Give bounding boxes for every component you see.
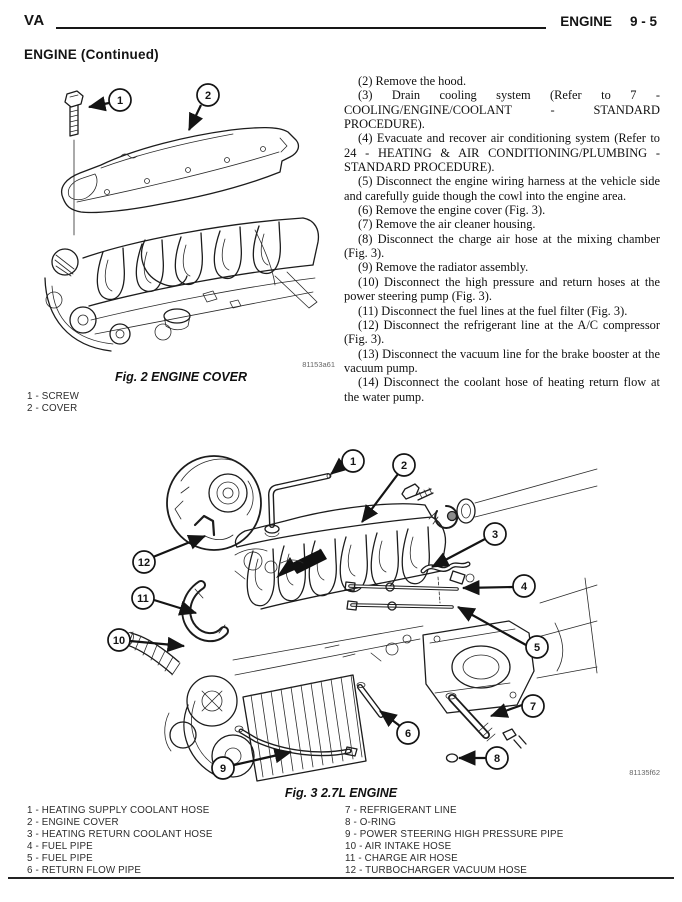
fastener-hardware-art bbox=[402, 469, 597, 528]
air-intake-hose-art bbox=[123, 631, 180, 675]
fig3-legend-right bbox=[345, 805, 675, 876]
procedure-step: (4) Evacuate and recover air conditioning system (Refer to 24 - HEATING & AIR CONDITIONING/PLUMBING - STANDARD PROCEDURE). bbox=[344, 131, 660, 175]
callout-9 bbox=[212, 757, 234, 779]
callout-8 bbox=[486, 747, 508, 769]
callout-1-arrow bbox=[89, 103, 109, 107]
callout-1-arrow bbox=[331, 465, 342, 474]
procedure-step: (9) Remove the radiator assembly. bbox=[358, 260, 529, 275]
procedure-step: (12) Disconnect the refrigerant line at the A/C compressor (Fig. 3). bbox=[344, 317, 660, 347]
fig3-legend-item: 5 - FUEL PIPE bbox=[27, 852, 93, 864]
callout-6-arrow bbox=[380, 711, 400, 726]
svg-text:8: 8 bbox=[493, 752, 501, 765]
fig3-legend-item: 11 - CHARGE AIR HOSE bbox=[345, 852, 458, 864]
procedure-step: (6) Remove the engine cover (Fig. 3). bbox=[358, 203, 546, 218]
svg-text:10: 10 bbox=[112, 634, 126, 647]
callout-2-arrow bbox=[189, 105, 201, 130]
fig2-caption: Fig. 2 ENGINE COVER bbox=[115, 370, 247, 384]
procedure-step: (10) Disconnect the high pressure and return hoses at the power steering pump (Fig. 3). bbox=[344, 274, 660, 304]
procedure-step: (8) Disconnect the charge air hose at the mixing chamber (Fig. 3). bbox=[344, 231, 660, 261]
svg-text:3: 3 bbox=[491, 528, 499, 541]
svg-text:7: 7 bbox=[529, 700, 537, 713]
svg-text:6: 6 bbox=[404, 727, 412, 740]
fig2-legend-item: 2 - COVER bbox=[27, 402, 78, 414]
procedure-step: (2) Remove the hood. bbox=[358, 74, 467, 88]
coolant-hose-art bbox=[265, 474, 331, 537]
figure-2-illustration bbox=[25, 80, 337, 365]
fig3-legend-item: 8 - O-RING bbox=[345, 816, 397, 828]
fig3-legend-item: 6 - RETURN FLOW PIPE bbox=[27, 864, 142, 876]
header-rule bbox=[56, 27, 546, 29]
fig2-legend-item: 1 - SCREW bbox=[27, 391, 79, 402]
figure-3-illustration bbox=[85, 443, 600, 783]
callout-12 bbox=[133, 551, 155, 573]
callout-2 bbox=[393, 454, 415, 476]
callout-5-arrow bbox=[458, 607, 526, 645]
fig3-legend-item: 1 - HEATING SUPPLY COOLANT HOSE bbox=[27, 805, 210, 816]
fig3-legend-item: 7 - REFRIGERANT LINE bbox=[345, 805, 457, 816]
callout-2 bbox=[197, 84, 219, 106]
engine-block-art bbox=[45, 218, 318, 351]
svg-text:4: 4 bbox=[520, 580, 528, 593]
screw-art bbox=[65, 91, 83, 235]
procedure-step: (3) Drain cooling system (Refer to 7 - COOLING/ENGINE/COOLANT - STANDARD PROCEDURE). bbox=[344, 88, 660, 132]
svg-text:9: 9 bbox=[219, 762, 227, 775]
o-ring-art bbox=[447, 754, 458, 762]
procedure-step: (11) Disconnect the fuel lines at the fuel filter (Fig. 3). bbox=[358, 303, 628, 318]
fig3-legend-item: 10 - AIR INTAKE HOSE bbox=[345, 840, 452, 852]
callout-11 bbox=[132, 587, 154, 609]
procedure-step: (14) Disconnect the coolant hose of heating return flow at the water pump. bbox=[344, 375, 660, 404]
fig3-caption: Fig. 3 2.7L ENGINE bbox=[284, 786, 398, 800]
fig3-legend-item: 2 - ENGINE COVER bbox=[27, 816, 119, 828]
callout-4-arrow bbox=[463, 587, 513, 588]
fig3-legend-item: 3 - HEATING RETURN COOLANT HOSE bbox=[27, 828, 213, 840]
fig3-legend-item: 12 - TURBOCHARGER VACUUM HOSE bbox=[345, 864, 527, 876]
header-section-label: ENGINE bbox=[560, 14, 612, 29]
callout-10 bbox=[108, 629, 130, 651]
callout-3 bbox=[484, 523, 506, 545]
callout-5 bbox=[526, 636, 548, 658]
callout-1 bbox=[109, 89, 131, 111]
svg-text:2: 2 bbox=[400, 459, 408, 472]
procedure-steps bbox=[344, 74, 660, 404]
direction-arrow bbox=[276, 549, 327, 578]
fuel-pipes-art bbox=[345, 582, 457, 610]
callout-6 bbox=[397, 722, 419, 744]
header-model-code: VA bbox=[24, 12, 45, 29]
callout-2-arrow bbox=[362, 474, 398, 522]
fig3-legend-left bbox=[27, 805, 337, 876]
engine-cover-art bbox=[62, 128, 299, 213]
fig3-legend-item: 9 - POWER STEERING HIGH PRESSURE PIPE bbox=[345, 828, 564, 840]
svg-text:11: 11 bbox=[137, 592, 149, 605]
procedure-step: (5) Disconnect the engine wiring harness at the vehicle side and carefully guide though the cowl into the engine area. bbox=[344, 174, 660, 203]
bottom-rule bbox=[8, 877, 674, 879]
procedure-step: (13) Disconnect the vacuum line for the brake booster at the vacuum pump. bbox=[344, 346, 660, 375]
return-hose-art bbox=[423, 564, 474, 603]
procedure-step: (7) Remove the air cleaner housing. bbox=[358, 217, 536, 232]
intake-manifold-art bbox=[235, 504, 445, 609]
callout-4 bbox=[513, 575, 535, 597]
refrigerant-line-art bbox=[446, 693, 526, 748]
fig3-art-code: 81135f62 bbox=[629, 768, 660, 777]
svg-text:1: 1 bbox=[116, 94, 124, 107]
fig3-legend-item: 4 - FUEL PIPE bbox=[27, 840, 93, 852]
callout-7 bbox=[522, 695, 544, 717]
svg-text:2: 2 bbox=[204, 89, 212, 102]
section-title: ENGINE (Continued) bbox=[24, 47, 159, 62]
detail-circle-art bbox=[167, 456, 261, 550]
callout-9-arrow bbox=[234, 752, 291, 765]
fig2-legend bbox=[27, 391, 327, 415]
callout-1 bbox=[342, 450, 364, 472]
svg-text:5: 5 bbox=[533, 641, 541, 654]
header-right bbox=[560, 14, 657, 29]
svg-text:12: 12 bbox=[137, 556, 151, 569]
return-flow-pipe-art bbox=[357, 683, 381, 716]
fig2-art-code: 81153a61 bbox=[302, 360, 335, 369]
svg-text:1: 1 bbox=[349, 455, 357, 468]
header-page-number: 9 - 5 bbox=[629, 14, 657, 29]
